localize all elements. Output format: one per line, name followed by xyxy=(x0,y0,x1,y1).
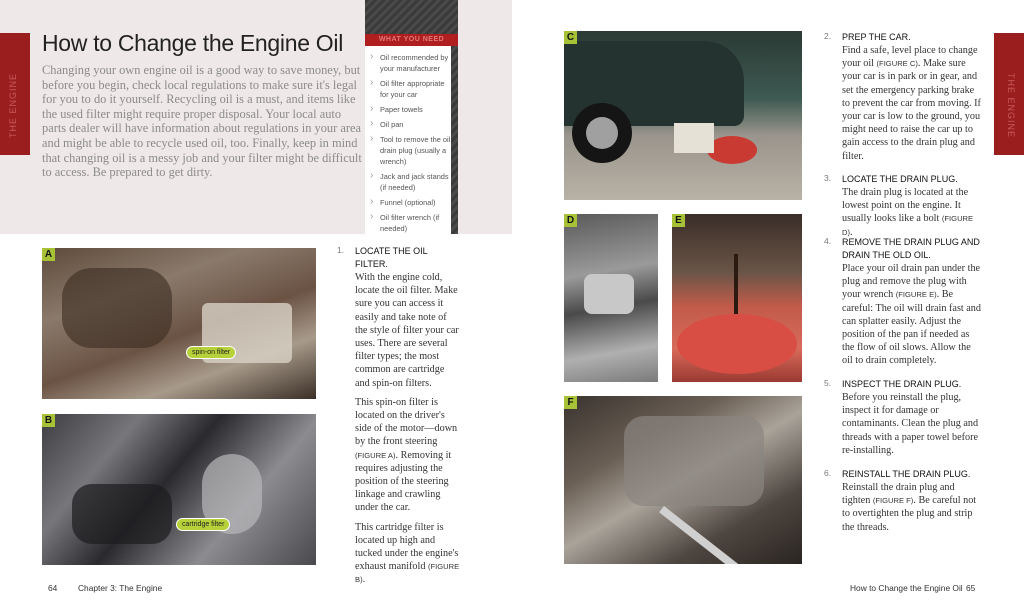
cartridge-filter-callout: cartridge filter xyxy=(176,518,230,531)
side-tab-label: THE ENGINE xyxy=(1006,73,1016,139)
step-heading: LOCATE THE OIL FILTER. xyxy=(355,246,428,269)
figure-f-photo xyxy=(564,396,802,564)
figure-e-label: E xyxy=(672,214,685,227)
spin-on-filter-callout: spin-on filter xyxy=(186,346,236,359)
what-you-need-title: WHAT YOU NEED xyxy=(378,36,445,43)
list-item: › Jack and jack stands (if needed) xyxy=(368,171,452,193)
step-heading: REMOVE THE DRAIN PLUG AND DRAIN THE OLD OIL. xyxy=(842,237,980,260)
figure-b-label: B xyxy=(42,414,55,427)
page-title: How to Change the Engine Oil xyxy=(42,30,344,56)
list-item: › Tool to remove the oil drain plug (usually a wrench) xyxy=(368,134,452,167)
step-number: 1. xyxy=(337,245,345,255)
footer-chapter: Chapter 3: The Engine xyxy=(78,583,163,593)
step-heading: INSPECT THE DRAIN PLUG. xyxy=(842,379,962,389)
step-heading: LOCATE THE DRAIN PLUG. xyxy=(842,174,958,184)
step-number: 3. xyxy=(824,173,832,183)
what-you-need-header xyxy=(365,0,458,46)
footer-title: How to Change the Engine Oil xyxy=(850,583,963,593)
footer-page-number-left: 64 xyxy=(48,583,58,593)
step-number: 2. xyxy=(824,31,832,41)
figure-c-photo xyxy=(564,31,802,200)
figure-d-label: D xyxy=(564,214,577,227)
step-5 xyxy=(824,378,982,463)
drain-pan-shape xyxy=(677,314,797,374)
hose-shape xyxy=(72,484,172,544)
figure-c-label: C xyxy=(564,31,577,44)
list-item: › Oil filter wrench (if needed) xyxy=(368,212,452,234)
hubcap-shape xyxy=(586,117,618,149)
figure-e-photo xyxy=(672,214,802,382)
step-paragraph: The drain plug is located at the lowest point on the engine. It usually looks like a bolt (FIGURE D). xyxy=(842,187,974,238)
step-1 xyxy=(337,245,461,593)
step-number: 5. xyxy=(824,378,832,388)
step-paragraph: Place your oil drain pan under the plug and remove the plug with your wrench (FIGURE E). Be careful: The oil will drain fast and can splatter easily. Adjust the position of the pan if needed as the flow of oil slows. Allow the oil to drain completely. xyxy=(842,263,981,367)
list-item: › Oil filter appropriate for your car xyxy=(368,78,452,100)
step-4 xyxy=(824,236,982,374)
step-paragraph: This cartridge filter is located up high and tucked under the engine's exhaust manifold (FIGURE B). xyxy=(355,521,460,586)
wrench-shape xyxy=(659,506,774,564)
what-you-need-stripe xyxy=(451,46,458,234)
oil-pan-shape xyxy=(624,416,764,506)
list-item: › Oil recommended by your manufacturer xyxy=(368,52,452,74)
step-6 xyxy=(824,468,982,540)
figure-b-photo xyxy=(42,414,316,565)
figure-d-photo xyxy=(564,214,658,382)
oil-bottles-shape xyxy=(674,123,714,153)
step-paragraph: Find a safe, level place to change your oil (FIGURE C). Make sure your car is in park or in gear, and set the emergency parking brake to prevent the car from moving. If your car is low to the ground, you might need to raise the car up to gain access to the drain plug and filter. xyxy=(842,45,981,162)
step-paragraph: With the engine cold, locate the oil filter. Make sure you can access it easily and take note of the style of filter your car uses. There are several filter types; the most common are cartridge and spin-on filters. xyxy=(355,272,459,389)
engine-shadow-shape xyxy=(62,268,172,348)
step-heading: REINSTALL THE DRAIN PLUG. xyxy=(842,469,971,479)
step-paragraph: This spin-on filter is located on the driver's side of the motor—down by the front steering (FIGURE A). Removing it requires adjusting the position of the steering linkage and crawling under the car. xyxy=(355,396,458,514)
footer-page-number-right: 65 xyxy=(966,583,976,593)
drain-plug-shape xyxy=(584,274,634,314)
figure-a-label: A xyxy=(42,248,55,261)
figure-f-label: F xyxy=(564,396,577,409)
what-you-need-list xyxy=(368,52,452,238)
step-2 xyxy=(824,31,982,169)
side-tab-label: THE ENGINE xyxy=(8,73,18,139)
figure-a-photo xyxy=(42,248,316,399)
intro-paragraph: Changing your own engine oil is a good way to save money, but before you begin, check local regulations to make sure it's legal for you to do it yourself. Recycling oil is a must, and items like the used filter might require proper disposal. Your local auto parts dealer will have information about regulations in your area and might be able to recycle used oil, too. Finally, keep in mind that changing oil is a messy job and your filter might be difficult to access. Be prepared to get dirty. xyxy=(42,63,362,180)
step-number: 6. xyxy=(824,468,832,478)
list-item: › Oil pan xyxy=(368,119,452,130)
list-item: › Paper towels xyxy=(368,104,452,115)
chapter-side-tab-left xyxy=(0,33,30,155)
step-number: 4. xyxy=(824,236,832,246)
list-item: › Funnel (optional) xyxy=(368,197,452,208)
step-paragraph: Before you reinstall the plug, inspect it for damage or contaminants. Clean the plug and threads with a paper towel before re-installing. xyxy=(842,392,979,456)
step-paragraph: Reinstall the drain plug and tighten (FIGURE F). Be careful not to overtighten the plug and strip the threads. xyxy=(842,482,977,533)
drain-pan-shape xyxy=(707,136,757,164)
step-3 xyxy=(824,173,982,245)
chapter-side-tab-right xyxy=(994,33,1024,155)
step-heading: PREP THE CAR. xyxy=(842,32,911,42)
